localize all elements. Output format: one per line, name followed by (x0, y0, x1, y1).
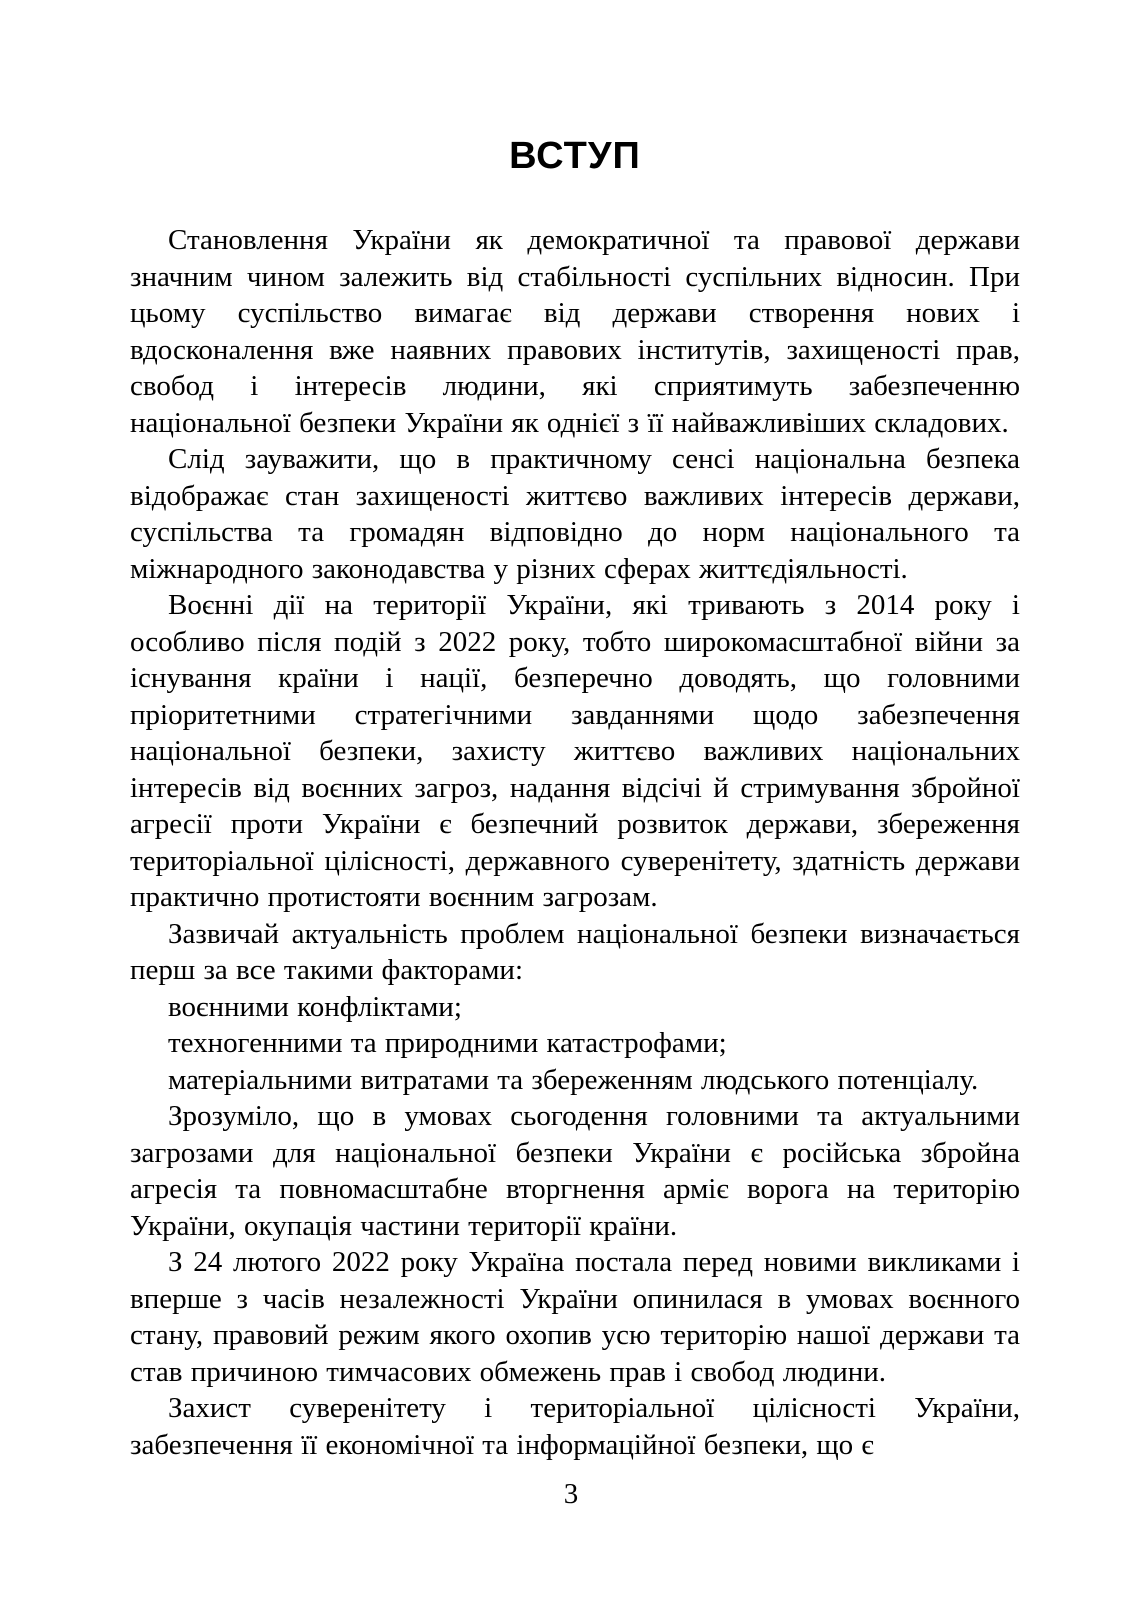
paragraph: Становлення України як демократичної та правової держави значним чином залежить від стабільності суспільних відносин. При цьому суспільство вимагає від держави створення нових і вдосконалення вже наявних правових інститутів, захищеності прав, свобод і інтересів людини, які сприятимуть забезпеченню національної безпеки України як однієї з її найважливіших складових. (130, 224, 1020, 439)
page-number: 3 (563, 1478, 579, 1510)
paragraph: Захист суверенітету і територіальної цілісності України, забезпечення її економічної та інформаційної безпеки, що є (130, 1392, 1020, 1461)
list-line: матеріальними витратами та збереженням людського потенціалу. (168, 1063, 979, 1096)
list-line: техногенними та природними катастрофами; (168, 1027, 727, 1059)
body-text (130, 222, 1020, 1463)
text-column (130, 0, 1020, 1463)
paragraph: Слід зауважити, що в практичному сенсі національна безпека відображає стан захищеності життєво важливих інтересів держави, суспільства та громадян відповідно до норм національного та міжнародного законодавства у різних сферах життєдіяльності. (130, 443, 1020, 585)
list-line: воєнними конфліктами; (168, 990, 462, 1023)
page-title: ВСТУП (509, 135, 641, 177)
paragraph: Воєнні дії на території України, які тривають з 2014 року і особливо після подій з 2022 року, тобто широкомасштабної війни за існування країни і нації, безперечно доводять, що головними пріоритетними стратегічними завданнями щодо забезпечення національної безпеки, захисту життєво важливих національних інтересів від воєнних загроз, надання відсічі й стримування збройної агресії проти України є безпечний розвиток держави, збереження територіальної цілісності, державного суверенітету, здатність держави практично протистояти воєнним загрозам. (130, 589, 1020, 913)
paragraph: Зазвичай актуальність проблем національної безпеки визначається перш за все такими факторами: (130, 917, 1020, 986)
paragraph: Зрозуміло, що в умовах сьогодення головними та актуальними загрозами для національної безпеки України є російська збройна агресія та повномасштабне вторгнення арміє ворога на територію України, окупація частини території країни. (130, 1100, 1020, 1242)
paragraph: З 24 лютого 2022 року Україна постала перед новими викликами і вперше з часів незалежності України опинилася в умовах воєнного стану, правовий режим якого охопив усю територію нашої держави та став причиною тимчасових обмежень прав і свобод людини. (130, 1246, 1020, 1388)
